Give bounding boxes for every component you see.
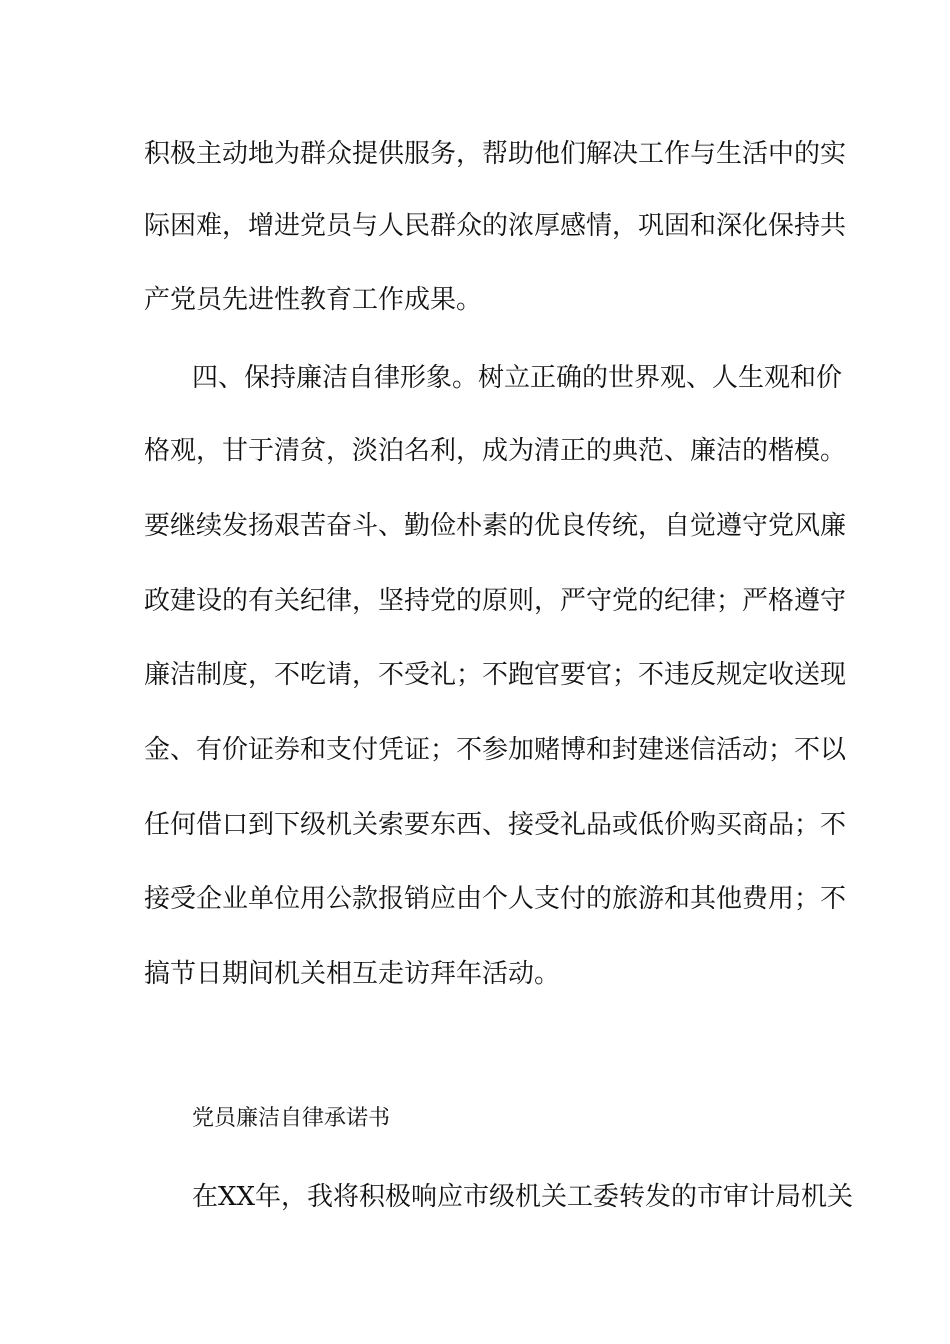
paragraph-2-line-2: 格观，甘于清贫，淡泊名利，成为清正的典范、廉洁的楷模。 [144, 436, 847, 466]
paragraph-3-line-1: 在XX年，我将积极响应市级机关工委转发的市审计局机关 [192, 1182, 854, 1212]
paragraph-2-line-6: 金、有价证券和支付凭证；不参加赌博和封建迷信活动；不以 [144, 735, 847, 765]
paragraph-2-line-5: 廉洁制度，不吃请，不受礼；不跑官要官；不违反规定收送现 [144, 660, 847, 690]
paragraph-1-line-3: 产党员先进性教育工作成果。 [144, 285, 483, 315]
paragraph-2-line-7: 任何借口到下级机关索要东西、接受礼品或低价购买商品；不 [144, 810, 847, 840]
paragraph-2-line-4: 政建设的有关纪律，坚持党的原则，严守党的纪律；严格遵守 [144, 586, 847, 616]
paragraph-2-line-1: 四、保持廉洁自律形象。树立正确的世界观、人生观和价 [192, 363, 843, 393]
paragraph-2-line-9: 搞节日期间机关相互走访拜年活动。 [144, 959, 561, 989]
paragraph-1-line-1: 积极主动地为群众提供服务，帮助他们解决工作与生活中的实 [144, 139, 847, 169]
paragraph-2-line-3: 要继续发扬艰苦奋斗、勤俭朴素的优良传统，自觉遵守党风廉 [144, 511, 847, 541]
paragraph-1-line-2: 际困难，增进党员与人民群众的浓厚感情，巩固和深化保持共 [144, 211, 847, 241]
paragraph-2-line-8: 接受企业单位用公款报销应由个人支付的旅游和其他费用；不 [144, 884, 847, 914]
section-title: 党员廉洁自律承诺书 [192, 1106, 391, 1131]
